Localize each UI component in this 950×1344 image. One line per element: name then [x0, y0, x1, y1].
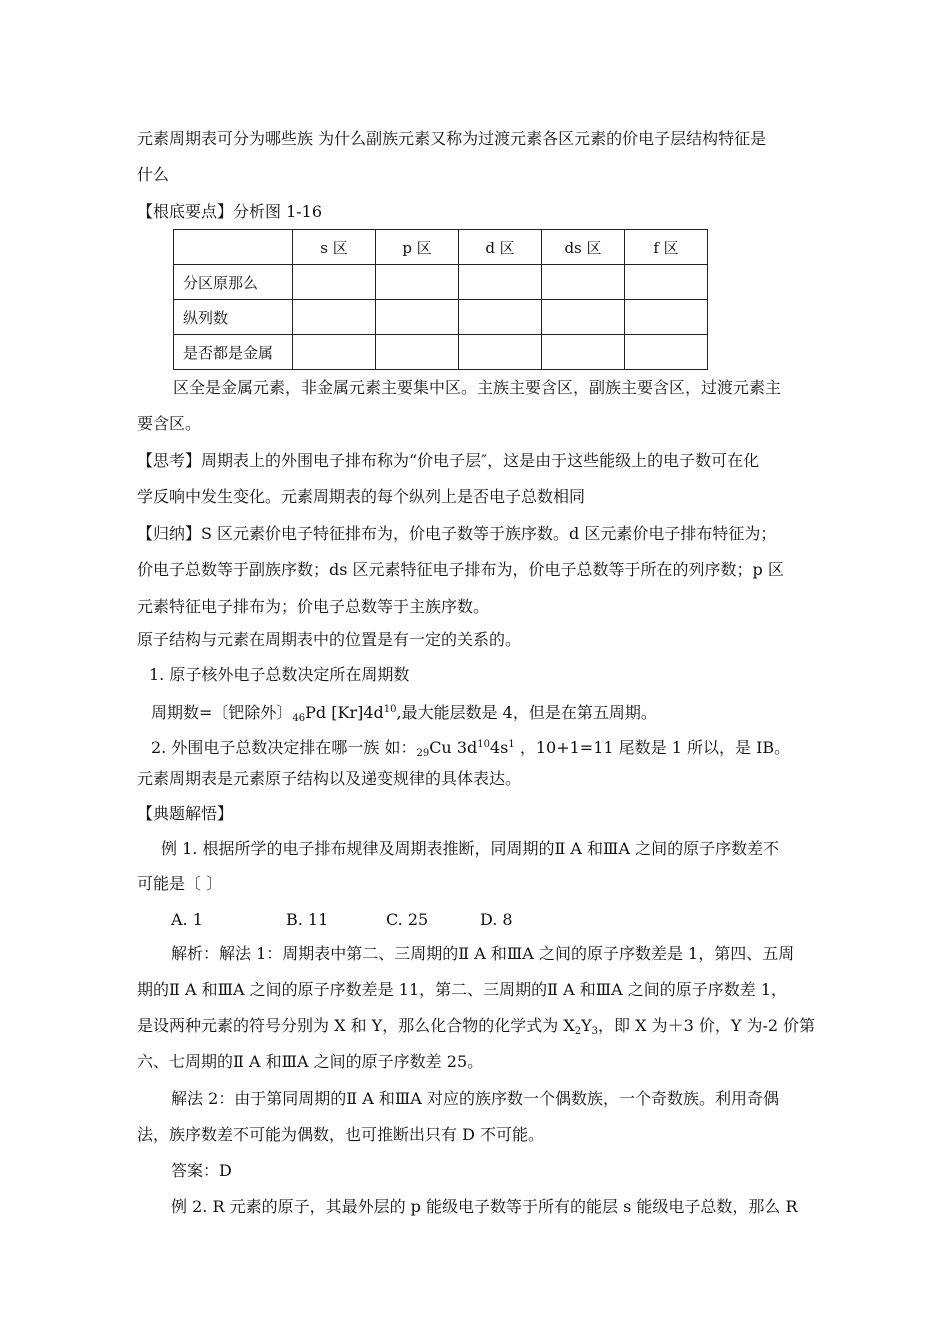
table-cell: [542, 335, 625, 370]
analysis-line-4: 六、七周期的Ⅱ A 和ⅢA 之间的原子序数差 25。: [137, 1052, 484, 1071]
zone-text-line-2: 要含区。: [137, 414, 202, 433]
analysis-line-3: [137, 1016, 815, 1042]
table-row-label: 纵列数: [174, 300, 293, 335]
table-cell: [625, 300, 708, 335]
table-row: [174, 300, 708, 335]
method-2-line-2: 法，族序数差不可能为偶数，也可推断出只有 D 不可能。: [137, 1125, 545, 1144]
table-row: [174, 265, 708, 300]
table-header-row: [174, 230, 708, 265]
think-line-2: 学反响中发生变化。元素周期表的每个纵列上是否电子总数相同: [137, 487, 586, 506]
option-a: A. 1: [171, 910, 203, 929]
intro-line-1: 元素周期表可分为哪些族 为什么副族元素又称为过渡元素各区元素的价电子层结构特征是: [137, 129, 767, 148]
analysis-line-3-suffix: ，即 X 为＋3 价，Y 为-2 价第: [598, 1016, 816, 1035]
superscript: 10: [477, 739, 490, 750]
analysis-line-3-prefix: 是设两种元素的符号分别为 X 和 Y，那么化合物的化学式为 X: [137, 1016, 575, 1035]
table-header-cell: d 区: [459, 230, 542, 265]
table-header-cell: f 区: [625, 230, 708, 265]
point-2-prefix: 2. 外围电子总数决定排在哪一族 如：: [151, 738, 417, 757]
subscript: 2: [574, 1026, 582, 1037]
basics-label: 【根底要点】分析图 1-16: [137, 202, 323, 221]
subscript: 3: [591, 1026, 599, 1037]
table-header-cell: [174, 230, 293, 265]
analysis-line-1: 解析：解法 1：周期表中第二、三周期的Ⅱ A 和ⅢA 之间的原子序数差是 1，第四、五周: [171, 944, 795, 963]
summary-line-1: 【归纳】S 区元素价电子特征排布为，价电子数等于族序数。d 区元素价电子排布特征为；: [137, 524, 777, 543]
point-1: 1. 原子核外电子总数决定所在周期数: [149, 665, 410, 684]
summary-line-2: 价电子总数等于副族序数；ds 区元素特征电子排布为，价电子总数等于所在的列序数；p 区: [137, 560, 784, 579]
table-cell: [376, 265, 459, 300]
table-cell: [459, 300, 542, 335]
table-row-label: 是否都是金属: [174, 335, 293, 370]
table-cell: [459, 265, 542, 300]
formula-y: Y: [581, 1016, 592, 1035]
analysis-line-2: 期的Ⅱ A 和ⅢA 之间的原子序数差是 11，第二、三周期的Ⅱ A 和ⅢA 之间的原子序数差 1，: [137, 980, 788, 999]
table-header-cell: p 区: [376, 230, 459, 265]
table-cell: [625, 265, 708, 300]
summary-line-3: 元素特征电子排布为；价电子总数等于主族序数。: [137, 597, 490, 616]
think-line-1: 【思考】周期表上的外围电子排布称为“价电子层″，这是由于这些能级上的电子数可在化: [137, 451, 760, 470]
pd-config: Pd [Kr]4d: [305, 703, 384, 722]
example-1-line-2: 可能是〔 〕: [137, 874, 223, 893]
option-b: B. 11: [286, 910, 329, 929]
option-c: C. 25: [386, 910, 429, 929]
zone-text-line-1: 区全是金属元素，非金属元素主要集中区。主族主要含区，副族主要含区，过渡元素主: [173, 378, 782, 397]
point-2-suffix: ，10+1=11 尾数是 1 所以，是 IB。: [514, 738, 791, 757]
method-2-line-1: 解法 2：由于第同周期的Ⅱ A 和ⅢA 对应的族序数一个偶数族，一个奇数族。利用奇偶: [171, 1089, 779, 1108]
table-cell: [293, 265, 376, 300]
table-cell: [293, 300, 376, 335]
option-d: D. 8: [480, 910, 513, 929]
table-header-cell: ds 区: [542, 230, 625, 265]
table-cell: [625, 335, 708, 370]
intro-line-2: 什么: [137, 165, 170, 184]
table-header-cell: s 区: [293, 230, 376, 265]
conclusion-text: 元素周期表是元素原子结构以及递变规律的具体表达。: [137, 769, 522, 788]
example-2-line-1: 例 2. R 元素的原子，其最外层的 p 能级电子数等于所有的能层 s 能级电子总数，那么 R: [171, 1197, 798, 1216]
atomic-number: 46: [292, 713, 306, 724]
point-2: [151, 735, 790, 764]
period-suffix: ,最大能层数是 4，但是在第五周期。: [396, 703, 657, 722]
example-1-line-1: 例 1. 根据所学的电子排布规律及周期表推断，同周期的Ⅱ A 和ⅢA 之间的原子序数差不: [161, 839, 780, 858]
table-cell: [376, 300, 459, 335]
period-prefix: 周期数=〔钯除外〕: [151, 703, 293, 722]
relation-text: 原子结构与元素在周期表中的位置是有一定的关系的。: [137, 630, 522, 649]
table-row-label: 分区原那么: [174, 265, 293, 300]
table-cell: [542, 300, 625, 335]
point-1-example: [151, 700, 657, 729]
superscript: 1: [508, 739, 515, 750]
table-cell: [376, 335, 459, 370]
examples-heading: 【典题解悟】: [137, 804, 234, 823]
atomic-number: 29: [416, 748, 430, 759]
table-row: [174, 335, 708, 370]
answer-text: 答案：D: [171, 1161, 232, 1180]
table-cell: [542, 265, 625, 300]
table-cell: [293, 335, 376, 370]
cu-4s: 4s: [489, 738, 509, 757]
table-cell: [459, 335, 542, 370]
zone-table: [173, 229, 708, 370]
cu-config: Cu 3d: [429, 738, 478, 757]
superscript: 10: [383, 704, 397, 715]
